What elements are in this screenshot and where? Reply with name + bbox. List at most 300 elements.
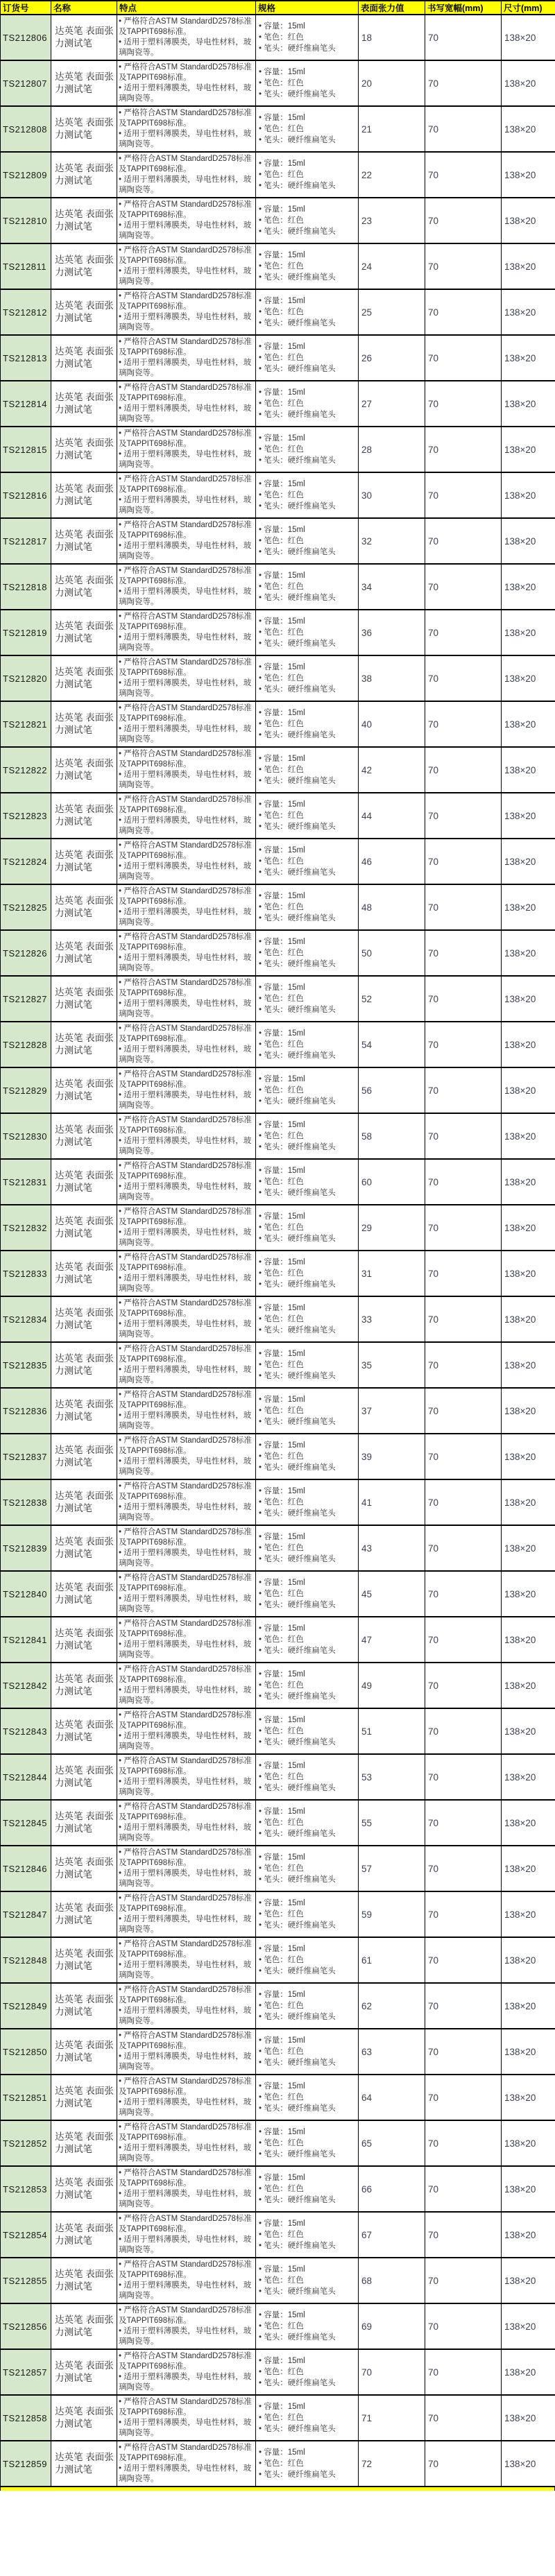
surface-tension-value: 62	[361, 2000, 373, 2011]
spec-line: • 笔头：硬纤维扁笔头	[259, 1921, 336, 1930]
product-name-cell	[51, 1434, 117, 1479]
specs-cell	[256, 2166, 359, 2212]
product-name: 达英笔 表面张力测试笔	[55, 1948, 114, 1971]
size-cell	[502, 1525, 555, 1571]
size-cell	[502, 884, 555, 930]
feature-line: • 适用于塑料薄膜类，导电性材料，玻璃陶瓷等。	[119, 999, 252, 1018]
table-row	[1, 976, 555, 1022]
writing-width-cell	[425, 289, 502, 335]
product-name: 达英笔 表面张力测试笔	[55, 758, 114, 781]
surface-tension-cell	[359, 335, 425, 381]
spec-line: • 容量：15ml	[259, 1624, 305, 1633]
table-row	[1, 1617, 555, 1663]
spec-line: • 笔色：红色	[259, 308, 304, 316]
product-name-cell	[51, 427, 117, 472]
spec-line: • 笔头：硬纤维扁笔头	[259, 868, 336, 877]
product-name-cell	[51, 1571, 117, 1617]
surface-tension-cell	[359, 60, 425, 106]
product-name-cell	[51, 2120, 117, 2166]
product-name-cell	[51, 381, 117, 427]
surface-tension-cell	[359, 1159, 425, 1205]
spec-line: • 笔色：红色	[259, 1407, 304, 1415]
writing-width-value: 70	[428, 1680, 439, 1691]
writing-width-value: 70	[428, 1863, 439, 1874]
specs-cell	[256, 1113, 359, 1159]
size-value: 138×20	[504, 2275, 536, 2286]
surface-tension-value: 55	[361, 1817, 373, 1828]
surface-tension-cell	[359, 655, 425, 701]
spec-line: • 容量：15ml	[259, 1945, 305, 1953]
writing-width-value: 70	[428, 1726, 439, 1737]
writing-width-value: 70	[428, 1543, 439, 1554]
spec-line: • 笔头：硬纤维扁笔头	[259, 2104, 336, 2113]
specs-cell	[256, 198, 359, 243]
feature-line: • 适用于塑料薄膜类，导电性材料，玻璃陶瓷等。	[119, 1183, 252, 1201]
size-value: 138×20	[504, 1909, 536, 1920]
order-number-cell	[1, 1708, 51, 1754]
feature-line: • 严格符合ASTM StandardD2578标准及TAPPIT698标准。	[119, 658, 252, 677]
writing-width-cell	[425, 564, 502, 610]
features-cell	[117, 2349, 256, 2395]
surface-tension-value: 64	[361, 2092, 373, 2103]
spec-line: • 容量：15ml	[259, 22, 305, 31]
surface-tension-cell	[359, 930, 425, 976]
spec-line: • 笔头：硬纤维扁笔头	[259, 411, 336, 419]
spec-line: • 容量：15ml	[259, 2219, 305, 2228]
surface-tension-value: 18	[361, 32, 373, 43]
features-cell	[117, 1571, 256, 1617]
product-name: 达英笔 表面张力测试笔	[55, 804, 114, 827]
spec-line: • 笔头：硬纤维扁笔头	[259, 1647, 336, 1655]
writing-width-value: 70	[428, 2138, 439, 2149]
feature-line: • 严格符合ASTM StandardD2578标准及TAPPIT698标准。	[119, 1391, 252, 1409]
product-name: 达英笔 表面张力测试笔	[55, 1903, 114, 1925]
product-name-cell	[51, 1388, 117, 1434]
product-name: 达英笔 表面张力测试笔	[55, 1353, 114, 1376]
spec-line: • 容量：15ml	[259, 1991, 305, 1999]
writing-width-cell	[425, 335, 502, 381]
size-cell	[502, 1342, 555, 1388]
order-number: TS212854	[3, 2229, 47, 2240]
order-number-cell	[1, 198, 51, 243]
feature-line: • 适用于塑料薄膜类，导电性材料，玻璃陶瓷等。	[119, 633, 252, 652]
order-number: TS212842	[3, 1680, 47, 1691]
table-row	[1, 198, 555, 243]
order-number-cell	[1, 1022, 51, 1067]
spec-line: • 笔色：红色	[259, 949, 304, 957]
spec-line: • 笔头：硬纤维扁笔头	[259, 777, 336, 785]
size-cell	[502, 839, 555, 884]
size-cell	[502, 1708, 555, 1754]
size-cell	[502, 1846, 555, 1891]
spec-line: • 笔色：红色	[259, 1361, 304, 1369]
surface-tension-value: 45	[361, 1588, 373, 1599]
surface-tension-value: 36	[361, 627, 373, 638]
order-number: TS212851	[3, 2092, 47, 2103]
order-number-cell	[1, 884, 51, 930]
surface-tension-cell	[359, 1617, 425, 1663]
surface-tension-value: 70	[361, 2367, 373, 2378]
feature-line: • 适用于塑料薄膜类，导电性材料，玻璃陶瓷等。	[119, 84, 252, 103]
specs-cell	[256, 1663, 359, 1708]
table-row	[1, 655, 555, 701]
product-name-cell	[51, 1525, 117, 1571]
size-cell	[502, 747, 555, 793]
surface-tension-value: 41	[361, 1497, 373, 1508]
size-cell	[502, 15, 555, 60]
surface-tension-cell	[359, 2166, 425, 2212]
order-number-cell	[1, 2120, 51, 2166]
order-number-cell	[1, 1434, 51, 1479]
features-cell	[117, 2029, 256, 2075]
surface-tension-cell	[359, 1113, 425, 1159]
writing-width-cell	[425, 518, 502, 564]
features-cell	[117, 198, 256, 243]
product-name: 达英笔 表面张力测试笔	[55, 575, 114, 598]
product-name: 达英笔 表面张力测试笔	[55, 1857, 114, 1880]
spec-line: • 容量：15ml	[259, 1808, 305, 1816]
table-row	[1, 2166, 555, 2212]
table-row	[1, 2395, 555, 2441]
spec-line: • 笔头：硬纤维扁笔头	[259, 1463, 336, 1472]
size-value: 138×20	[504, 1680, 536, 1691]
order-number-cell	[1, 472, 51, 518]
size-value: 138×20	[504, 1955, 536, 1966]
product-name: 达英笔 表面张力测试笔	[55, 255, 114, 277]
product-name-cell	[51, 2029, 117, 2075]
table-row	[1, 610, 555, 655]
writing-width-cell	[425, 2212, 502, 2258]
size-value: 138×20	[504, 307, 536, 318]
spec-line: • 笔色：红色	[259, 628, 304, 637]
product-name: 达英笔 表面张力测试笔	[55, 621, 114, 644]
feature-line: • 严格符合ASTM StandardD2578标准及TAPPIT698标准。	[119, 1345, 252, 1364]
feature-line: • 严格符合ASTM StandardD2578标准及TAPPIT698标准。	[119, 63, 252, 82]
product-name-cell	[51, 15, 117, 60]
order-number-cell	[1, 1479, 51, 1525]
table-row	[1, 2120, 555, 2166]
table-row	[1, 2349, 555, 2395]
feature-line: • 严格符合ASTM StandardD2578标准及TAPPIT698标准。	[119, 1024, 252, 1043]
size-cell	[502, 1891, 555, 1937]
order-number: TS212825	[3, 902, 47, 913]
spec-line: • 笔色：红色	[259, 2093, 304, 2102]
feature-line: • 适用于塑料薄膜类，导电性材料，玻璃陶瓷等。	[119, 2007, 252, 2025]
spec-line: • 容量：15ml	[259, 1716, 305, 1724]
writing-width-cell	[425, 1205, 502, 1251]
spec-line: • 容量：15ml	[259, 800, 305, 809]
order-number: TS212828	[3, 1039, 47, 1050]
writing-width-value: 70	[428, 2229, 439, 2240]
spec-line: • 容量：15ml	[259, 343, 305, 351]
surface-tension-cell	[359, 1022, 425, 1067]
specs-cell	[256, 839, 359, 884]
specs-cell	[256, 15, 359, 60]
table-row	[1, 2258, 555, 2303]
order-number: TS212845	[3, 1817, 47, 1828]
feature-line: • 严格符合ASTM StandardD2578标准及TAPPIT698标准。	[119, 1208, 252, 1226]
size-cell	[502, 2075, 555, 2120]
features-cell	[117, 1434, 256, 1479]
features-cell	[117, 1479, 256, 1525]
size-value: 138×20	[504, 2046, 536, 2057]
writing-width-value: 70	[428, 1497, 439, 1508]
size-cell	[502, 1983, 555, 2029]
product-name-cell	[51, 2303, 117, 2349]
spec-line: • 容量：15ml	[259, 2357, 305, 2365]
product-name-cell	[51, 2395, 117, 2441]
spec-line: • 笔头：硬纤维扁笔头	[259, 365, 336, 373]
table-row	[1, 564, 555, 610]
order-number: TS212840	[3, 1588, 47, 1599]
spec-line: • 容量：15ml	[259, 572, 305, 580]
spec-line: • 容量：15ml	[259, 160, 305, 168]
product-name-cell	[51, 747, 117, 793]
surface-tension-cell	[359, 2029, 425, 2075]
writing-width-cell	[425, 2303, 502, 2349]
spec-line: • 容量：15ml	[259, 114, 305, 122]
writing-width-cell	[425, 1708, 502, 1754]
order-number: TS212839	[3, 1543, 47, 1554]
size-value: 138×20	[504, 1451, 536, 1462]
size-cell	[502, 1205, 555, 1251]
size-value: 138×20	[504, 1497, 536, 1508]
specs-cell	[256, 1342, 359, 1388]
spec-line: • 笔色：红色	[259, 2139, 304, 2147]
features-cell	[117, 2166, 256, 2212]
size-value: 138×20	[504, 856, 536, 867]
order-number: TS212816	[3, 490, 47, 501]
features-cell	[117, 701, 256, 747]
surface-tension-value: 53	[361, 1771, 373, 1783]
surface-tension-value: 44	[361, 810, 373, 821]
specs-cell	[256, 335, 359, 381]
surface-tension-value: 54	[361, 1039, 373, 1050]
feature-line: • 严格符合ASTM StandardD2578标准及TAPPIT698标准。	[119, 567, 252, 585]
product-name: 达英笔 表面张力测试笔	[55, 438, 114, 461]
surface-tension-cell	[359, 2075, 425, 2120]
order-number: TS212858	[3, 2412, 47, 2423]
spec-line: • 容量：15ml	[259, 617, 305, 626]
feature-line: • 严格符合ASTM StandardD2578标准及TAPPIT698标准。	[119, 338, 252, 357]
spec-line: • 笔色：红色	[259, 445, 304, 454]
surface-tension-value: 27	[361, 398, 373, 409]
table-row	[1, 1388, 555, 1434]
size-value: 138×20	[504, 2092, 536, 2103]
spec-line: • 笔头：硬纤维扁笔头	[259, 914, 336, 922]
order-number-cell	[1, 60, 51, 106]
order-number-cell	[1, 1296, 51, 1342]
spec-line: • 容量：15ml	[259, 2311, 305, 2319]
surface-tension-value: 26	[361, 352, 373, 363]
order-number-cell	[1, 1251, 51, 1296]
writing-width-value: 70	[428, 2367, 439, 2378]
spec-line: • 笔头：硬纤维扁笔头	[259, 1875, 336, 1884]
feature-line: • 严格符合ASTM StandardD2578标准及TAPPIT698标准。	[119, 17, 252, 36]
surface-tension-value: 52	[361, 993, 373, 1004]
features-cell	[117, 106, 256, 152]
spec-line: • 笔头：硬纤维扁笔头	[259, 1830, 336, 1838]
feature-line: • 适用于塑料薄膜类，导电性材料，玻璃陶瓷等。	[119, 2098, 252, 2117]
feature-line: • 严格符合ASTM StandardD2578标准及TAPPIT698标准。	[119, 521, 252, 540]
order-number: TS212855	[3, 2275, 47, 2286]
feature-line: • 适用于塑料薄膜类，导电性材料，玻璃陶瓷等。	[119, 1457, 252, 1476]
product-name: 达英笔 表面张力测试笔	[55, 2360, 114, 2383]
spec-line: • 容量：15ml	[259, 1762, 305, 1770]
spec-line: • 容量：15ml	[259, 297, 305, 305]
spec-line: • 笔色：红色	[259, 1727, 304, 1735]
product-name-cell	[51, 793, 117, 839]
surface-tension-cell	[359, 1983, 425, 2029]
surface-tension-value: 22	[361, 169, 373, 180]
feature-line: • 严格符合ASTM StandardD2578标准及TAPPIT698标准。	[119, 2215, 252, 2233]
product-name-cell	[51, 1067, 117, 1113]
spec-line: • 笔色：红色	[259, 995, 304, 1003]
spec-line: • 容量：15ml	[259, 2448, 305, 2457]
size-value: 138×20	[504, 169, 536, 180]
spec-line: • 笔色：红色	[259, 1910, 304, 1918]
writing-width-cell	[425, 1022, 502, 1067]
surface-tension-cell	[359, 1663, 425, 1708]
size-value: 138×20	[504, 1543, 536, 1554]
writing-width-value: 70	[428, 719, 439, 730]
spec-line: • 笔色：红色	[259, 1086, 304, 1094]
surface-tension-cell	[359, 1388, 425, 1434]
writing-width-value: 70	[428, 856, 439, 867]
surface-tension-cell	[359, 1342, 425, 1388]
order-number-cell	[1, 747, 51, 793]
order-number-cell	[1, 381, 51, 427]
writing-width-value: 70	[428, 1222, 439, 1233]
product-name-cell	[51, 655, 117, 701]
product-name: 达英笔 表面张力测试笔	[55, 895, 114, 918]
product-name: 达英笔 表面张力测试笔	[55, 2315, 114, 2337]
surface-tension-cell	[359, 2349, 425, 2395]
table-body	[1, 15, 555, 2487]
product-name: 达英笔 表面张力测试笔	[55, 1536, 114, 1559]
product-name-cell	[51, 1663, 117, 1708]
feature-line: • 适用于塑料薄膜类，导电性材料，玻璃陶瓷等。	[119, 175, 252, 194]
surface-tension-value: 50	[361, 947, 373, 959]
features-cell	[117, 1388, 256, 1434]
specs-cell	[256, 976, 359, 1022]
product-name: 达英笔 表面张力测试笔	[55, 1170, 114, 1193]
surface-tension-value: 46	[361, 856, 373, 867]
product-name-cell	[51, 243, 117, 289]
size-cell	[502, 335, 555, 381]
table-row	[1, 1434, 555, 1479]
order-number: TS212822	[3, 764, 47, 775]
surface-tension-value: 66	[361, 2183, 373, 2195]
size-cell	[502, 793, 555, 839]
writing-width-value: 70	[428, 2183, 439, 2195]
order-number-cell	[1, 2303, 51, 2349]
product-name-cell	[51, 1342, 117, 1388]
surface-tension-value: 20	[361, 78, 373, 89]
size-cell	[502, 2166, 555, 2212]
product-name: 达英笔 表面张力测试笔	[55, 2040, 114, 2063]
spec-line: • 笔头：硬纤维扁笔头	[259, 2013, 336, 2021]
spec-line: • 笔色：红色	[259, 1132, 304, 1140]
spec-line: • 笔头：硬纤维扁笔头	[259, 456, 336, 465]
features-cell	[117, 1296, 256, 1342]
surface-tension-cell	[359, 793, 425, 839]
spec-line: • 笔头：硬纤维扁笔头	[259, 1006, 336, 1014]
table-row	[1, 2212, 555, 2258]
features-cell	[117, 1205, 256, 1251]
features-cell	[117, 427, 256, 472]
writing-width-cell	[425, 2120, 502, 2166]
size-cell	[502, 2258, 555, 2303]
feature-line: • 严格符合ASTM StandardD2578标准及TAPPIT698标准。	[119, 704, 252, 723]
order-number: TS212826	[3, 947, 47, 959]
table-row	[1, 1113, 555, 1159]
writing-width-value: 70	[428, 169, 439, 180]
order-number: TS212824	[3, 856, 47, 867]
specs-cell	[256, 655, 359, 701]
spec-line: • 笔头：硬纤维扁笔头	[259, 136, 336, 144]
order-number: TS212820	[3, 673, 47, 684]
table-row	[1, 1708, 555, 1754]
order-number: TS212857	[3, 2367, 47, 2378]
writing-width-cell	[425, 1067, 502, 1113]
product-name: 达英笔 表面张力测试笔	[55, 1216, 114, 1239]
spec-line: • 笔色：红色	[259, 125, 304, 133]
header-specs: 规格	[256, 1, 359, 15]
size-value: 138×20	[504, 719, 536, 730]
size-value: 138×20	[504, 1359, 536, 1371]
size-cell	[502, 2120, 555, 2166]
spec-line: • 笔头：硬纤维扁笔头	[259, 1967, 336, 1975]
table-row	[1, 1891, 555, 1937]
feature-line: • 严格符合ASTM StandardD2578标准及TAPPIT698标准。	[119, 1574, 252, 1592]
product-name: 达英笔 表面张力测试笔	[55, 1445, 114, 1468]
spec-line: • 容量：15ml	[259, 1670, 305, 1678]
order-number: TS212841	[3, 1634, 47, 1645]
size-cell	[502, 2441, 555, 2487]
feature-line: • 严格符合ASTM StandardD2578标准及TAPPIT698标准。	[119, 1711, 252, 1730]
product-name-cell	[51, 2258, 117, 2303]
order-number-cell	[1, 15, 51, 60]
table-row	[1, 1342, 555, 1388]
order-number-cell	[1, 1937, 51, 1983]
surface-tension-cell	[359, 2120, 425, 2166]
feature-line: • 严格符合ASTM StandardD2578标准及TAPPIT698标准。	[119, 1848, 252, 1867]
features-cell	[117, 1525, 256, 1571]
writing-width-cell	[425, 930, 502, 976]
specs-cell	[256, 2258, 359, 2303]
feature-line: • 严格符合ASTM StandardD2578标准及TAPPIT698标准。	[119, 1894, 252, 1913]
spec-line: • 笔头：硬纤维扁笔头	[259, 2196, 336, 2204]
feature-line: • 严格符合ASTM StandardD2578标准及TAPPIT698标准。	[119, 2306, 252, 2325]
table-row	[1, 1937, 555, 1983]
surface-tension-cell	[359, 1434, 425, 1479]
writing-width-cell	[425, 1937, 502, 1983]
feature-line: • 适用于塑料薄膜类，导电性材料，玻璃陶瓷等。	[119, 1869, 252, 1888]
order-number-cell	[1, 1754, 51, 1800]
size-value: 138×20	[504, 1634, 536, 1645]
writing-width-cell	[425, 1525, 502, 1571]
surface-tension-value: 30	[361, 490, 373, 501]
spec-line: • 笔色：红色	[259, 400, 304, 408]
size-cell	[502, 1159, 555, 1205]
table-row	[1, 243, 555, 289]
table-row	[1, 2441, 555, 2487]
size-value: 138×20	[504, 1039, 536, 1050]
feature-line: • 严格符合ASTM StandardD2578标准及TAPPIT698标准。	[119, 1299, 252, 1318]
spec-line: • 笔头：硬纤维扁笔头	[259, 227, 336, 236]
product-name: 达英笔 表面张力测试笔	[55, 1719, 114, 1742]
